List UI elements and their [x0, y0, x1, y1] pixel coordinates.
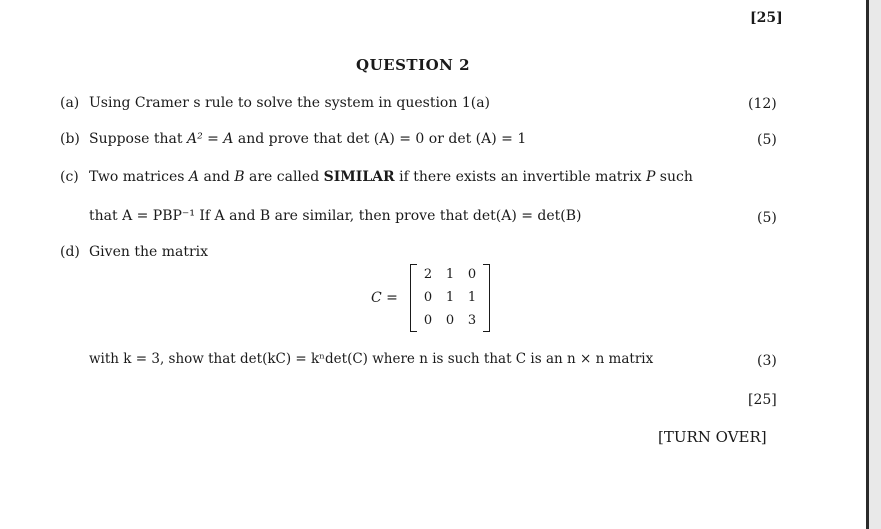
matrix-name: C =: [371, 290, 398, 306]
header-total-marks: [25]: [750, 10, 783, 26]
matrix-cell: 1: [467, 290, 477, 305]
part-c-line2: that A = PBP⁻¹ If A and B are similar, then prove that det(A) = det(B): [89, 208, 582, 224]
turn-over-note: [TURN OVER]: [658, 428, 767, 446]
part-a-text: Using Cramer s rule to solve the system in question 1(a): [89, 95, 491, 111]
part-d-intro: Given the matrix: [89, 244, 209, 260]
part-c-label: (c): [60, 169, 79, 185]
question-title: QUESTION 2: [356, 56, 471, 74]
similar-term: SIMILAR: [323, 169, 395, 185]
part-b-marks: (5): [757, 132, 777, 148]
matrix-cell: 0: [423, 313, 433, 328]
matrix-cell: 1: [445, 267, 455, 282]
matrix-cell: 0: [467, 267, 477, 282]
part-a-label: (a): [60, 95, 80, 111]
part-a-marks: (12): [748, 96, 777, 112]
part-c-marks: (5): [757, 210, 777, 226]
viewer-margin: [869, 0, 881, 529]
part-b-label: (b): [60, 131, 80, 147]
matrix-cell: 3: [467, 313, 477, 328]
matrix-c: [410, 264, 490, 332]
part-b-text: Suppose that A² = A and prove that det (A) = 0 or det (A) = 1: [89, 131, 527, 147]
matrix-left-bracket: [410, 264, 417, 332]
matrix-cell: 1: [445, 290, 455, 305]
matrix-cell: 0: [423, 290, 433, 305]
matrix-cell: 2: [423, 267, 433, 282]
part-d-label: (d): [60, 244, 80, 260]
footer-total-marks: [25]: [748, 392, 777, 408]
matrix-cell: 0: [445, 313, 455, 328]
part-c-line1: Two matrices A and B are called SIMILAR if there exists an invertible matrix P such: [89, 169, 693, 185]
part-d-marks: (3): [757, 353, 777, 369]
part-d-statement: with k = 3, show that det(kC) = kⁿdet(C) where n is such that C is an n × n matrix: [89, 351, 654, 367]
matrix-right-bracket: [483, 264, 490, 332]
